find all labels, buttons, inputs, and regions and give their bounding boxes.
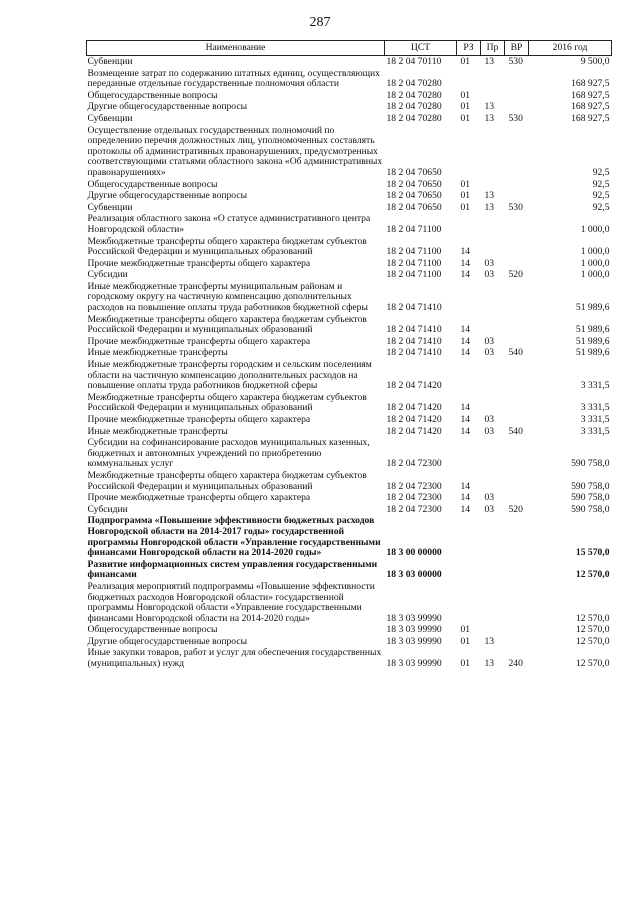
row-pr-cell: 03 [484, 269, 495, 281]
row-sum-cell: 92,5 [592, 178, 610, 190]
row-pr-cell: 13 [484, 201, 495, 213]
row-name-cell: Субвенции [87, 201, 133, 213]
row-cst-cell: 18 2 04 72300 [386, 503, 442, 515]
page-number: 287 [309, 15, 331, 30]
row-rz-cell: 14 [460, 347, 471, 359]
row-name-cell: Общегосударственные вопросы [87, 624, 218, 636]
row-vr-cell [505, 314, 529, 336]
row-vr-cell: 540 [508, 425, 523, 437]
row-cst-cell: 18 2 04 71420 [386, 414, 442, 425]
table-row [87, 437, 612, 470]
row-pr-cell [481, 581, 505, 624]
row-cst-cell: 18 3 03 00000 [386, 569, 442, 581]
row-cst-cell: 18 2 04 71420 [386, 402, 442, 414]
row-rz-cell: 14 [460, 257, 471, 269]
row-vr-cell [505, 101, 529, 113]
row-rz-cell: 14 [460, 269, 471, 281]
row-cst-cell: 18 2 04 72300 [386, 458, 442, 470]
row-rz-cell: 14 [460, 402, 471, 414]
row-pr-cell: 03 [484, 257, 495, 269]
table-row [87, 179, 612, 191]
row-rz-cell: 14 [460, 335, 471, 347]
row-vr-cell [505, 258, 529, 270]
row-pr-cell [481, 559, 505, 581]
table-row [87, 647, 612, 669]
table-row [87, 125, 612, 179]
table-row [87, 314, 612, 336]
row-vr-cell [505, 492, 529, 504]
row-rz-cell: 01 [460, 624, 471, 636]
row-vr-cell [505, 624, 529, 636]
row-vr-cell [505, 636, 529, 648]
row-name-cell: Межбюджетные трансферты общего характера бюджетам субъектов Российской Федерации и муниципальных образований [87, 469, 367, 492]
row-cst-cell: 18 2 04 70110 [386, 56, 442, 67]
row-name-cell: Иные закупки товаров, работ и услуг для обеспечения государственных (муниципальных) нужд [87, 647, 382, 670]
row-sum-cell: 1 000,0 [580, 269, 610, 281]
row-rz-cell: 14 [460, 324, 471, 336]
table-row [87, 56, 612, 68]
row-name-cell: Межбюджетные трансферты общего характера бюджетам субъектов Российской Федерации и муниципальных образований [87, 391, 367, 414]
row-rz-cell [457, 125, 481, 179]
row-vr-cell [505, 213, 529, 235]
row-sum-cell: 3 331,5 [580, 425, 610, 437]
row-cst-cell: 18 2 04 70650 [386, 201, 442, 213]
row-pr-cell [481, 179, 505, 191]
row-sum-cell: 12 570,0 [575, 612, 610, 624]
row-cst-cell: 18 2 04 71410 [386, 347, 442, 359]
row-cst-cell: 18 2 04 71100 [386, 246, 442, 258]
row-pr-cell [481, 470, 505, 492]
row-rz-cell: 01 [460, 190, 471, 202]
row-pr-cell [481, 624, 505, 636]
row-pr-cell [481, 125, 505, 179]
row-sum-cell: 168 927,5 [571, 89, 610, 101]
header-year: 2016 год [529, 41, 612, 56]
row-sum-cell: 51 989,6 [575, 347, 610, 359]
row-name-cell: Реализация мероприятий подпрограммы «Повышение эффективности бюджетных расходов Новгородской области» государственной программы Новгородской области «Управление государственными финансами Новгородской области на 2014-2020 годы» [87, 580, 375, 624]
row-sum-cell: 92,5 [592, 201, 610, 213]
row-cst-cell: 18 2 04 71410 [386, 302, 442, 314]
row-cst-cell: 18 2 04 70280 [386, 112, 442, 124]
row-cst-cell: 18 2 04 70650 [386, 166, 442, 178]
row-vr-cell [505, 559, 529, 581]
row-rz-cell: 14 [460, 503, 471, 515]
row-rz-cell: 01 [460, 658, 471, 670]
row-sum-cell: 3 331,5 [580, 414, 610, 425]
row-pr-cell [481, 90, 505, 102]
row-rz-cell: 01 [460, 112, 471, 124]
row-name-cell: Межбюджетные трансферты общего характера бюджетам субъектов Российской Федерации и муниципальных образований [87, 313, 367, 336]
row-cst-cell: 18 2 04 71410 [386, 335, 442, 347]
row-rz-cell [457, 437, 481, 470]
row-cst-cell: 18 2 04 71420 [386, 425, 442, 437]
row-rz-cell [457, 581, 481, 624]
row-cst-cell: 18 2 04 70280 [386, 78, 442, 90]
row-cst-cell: 18 3 03 99990 [386, 612, 442, 624]
row-name-cell: Иные межбюджетные трансферты [87, 425, 228, 437]
row-cst-cell: 18 2 04 72300 [386, 480, 442, 492]
row-rz-cell: 01 [460, 178, 471, 190]
row-rz-cell: 01 [460, 101, 471, 113]
row-sum-cell: 168 927,5 [571, 78, 610, 90]
row-vr-cell [505, 90, 529, 102]
row-name-cell: Реализация областного закона «О статусе административного центра Новгородской области» [87, 213, 371, 235]
row-vr-cell [505, 414, 529, 426]
row-vr-cell [505, 125, 529, 179]
row-cst-cell: 18 2 04 70650 [386, 190, 442, 202]
table-row [87, 202, 612, 214]
row-cst-cell: 18 2 04 71100 [386, 257, 442, 269]
row-name-cell: Прочие межбюджетные трансферты общего характера [87, 335, 311, 347]
row-vr-cell: 530 [508, 56, 523, 67]
row-vr-cell [505, 515, 529, 558]
table-row [87, 581, 612, 624]
row-vr-cell [505, 359, 529, 392]
row-sum-cell: 9 500,0 [580, 56, 610, 67]
table-row [87, 515, 612, 558]
row-name-cell: Другие общегосударственные вопросы [87, 101, 248, 113]
row-sum-cell: 1 000,0 [580, 246, 610, 258]
row-name-cell: Иные межбюджетные трансферты [87, 347, 228, 359]
row-sum-cell: 1 000,0 [580, 257, 610, 269]
header-cst: ЦСТ [385, 41, 457, 56]
table-row [87, 236, 612, 258]
row-name-cell: Общегосударственные вопросы [87, 89, 218, 101]
row-vr-cell [505, 336, 529, 348]
row-cst-cell: 18 2 04 70280 [386, 101, 442, 113]
row-sum-cell: 92,5 [592, 190, 610, 202]
row-sum-cell: 51 989,6 [575, 302, 610, 314]
row-name-cell: Общегосударственные вопросы [87, 178, 218, 190]
row-name-cell: Иные межбюджетные трансферты городским и сельским поселениям области на частичную компенсацию дополнительных расходов на повышение оплаты труда работников бюджетной сферы [87, 359, 372, 392]
row-vr-cell: 530 [508, 112, 523, 124]
table-row [87, 258, 612, 270]
row-sum-cell: 12 570,0 [575, 635, 610, 647]
row-pr-cell: 13 [484, 101, 495, 113]
row-pr-cell: 03 [484, 335, 495, 347]
table-row [87, 392, 612, 414]
table-row [87, 624, 612, 636]
row-pr-cell [481, 68, 505, 90]
row-name-cell: Прочие межбюджетные трансферты общего характера [87, 414, 311, 425]
row-vr-cell: 530 [508, 201, 523, 213]
row-sum-cell: 92,5 [592, 166, 610, 178]
table-row [87, 113, 612, 125]
table-row [87, 559, 612, 581]
row-rz-cell: 14 [460, 480, 471, 492]
row-sum-cell: 590 758,0 [571, 480, 610, 492]
row-rz-cell: 14 [460, 246, 471, 258]
table-row [87, 470, 612, 492]
row-cst-cell: 18 2 04 70280 [386, 89, 442, 101]
table-row [87, 336, 612, 348]
row-name-cell: Субсидии [87, 269, 128, 281]
table-body [87, 56, 612, 670]
row-cst-cell: 18 2 04 71420 [386, 380, 442, 392]
table-row [87, 414, 612, 426]
row-name-cell: Субвенции [87, 56, 133, 67]
row-vr-cell [505, 190, 529, 202]
row-rz-cell: 14 [460, 492, 471, 504]
row-vr-cell [505, 581, 529, 624]
table-row [87, 101, 612, 113]
row-cst-cell: 18 3 00 00000 [386, 547, 442, 559]
row-pr-cell: 03 [484, 414, 495, 425]
row-sum-cell: 590 758,0 [571, 503, 610, 515]
row-pr-cell [481, 314, 505, 336]
row-pr-cell [481, 213, 505, 235]
row-cst-cell: 18 3 03 99990 [386, 624, 442, 636]
row-vr-cell [505, 68, 529, 90]
row-vr-cell: 540 [508, 347, 523, 359]
row-name-cell: Межбюджетные трансферты общего характера бюджетам субъектов Российской Федерации и муниципальных образований [87, 235, 367, 258]
row-pr-cell [481, 515, 505, 558]
row-vr-cell [505, 437, 529, 470]
row-pr-cell [481, 437, 505, 470]
table-row [87, 213, 612, 235]
row-name-cell: Развитие информационных систем управления государственными финансами [87, 558, 378, 581]
row-sum-cell: 12 570,0 [575, 658, 610, 670]
row-vr-cell: 240 [508, 658, 523, 670]
table-row [87, 68, 612, 90]
table-row [87, 90, 612, 102]
row-vr-cell [505, 236, 529, 258]
row-vr-cell [505, 179, 529, 191]
row-cst-cell: 18 3 03 99990 [386, 658, 442, 670]
row-sum-cell: 168 927,5 [571, 112, 610, 124]
row-name-cell: Субсидии [87, 503, 128, 515]
row-pr-cell: 13 [484, 190, 495, 202]
row-name-cell: Прочие межбюджетные трансферты общего характера [87, 257, 311, 269]
row-pr-cell: 03 [484, 503, 495, 515]
row-cst-cell: 18 2 04 71410 [386, 324, 442, 336]
row-pr-cell [481, 392, 505, 414]
row-sum-cell: 51 989,6 [575, 324, 610, 336]
row-rz-cell [457, 515, 481, 558]
table-row [87, 504, 612, 516]
row-name-cell: Прочие межбюджетные трансферты общего характера [87, 492, 311, 504]
row-pr-cell [481, 236, 505, 258]
table-row [87, 636, 612, 648]
row-vr-cell [505, 470, 529, 492]
row-rz-cell: 01 [460, 635, 471, 647]
row-sum-cell: 590 758,0 [571, 492, 610, 504]
row-name-cell: Другие общегосударственные вопросы [87, 635, 248, 647]
table-row [87, 347, 612, 359]
table-row [87, 281, 612, 314]
row-pr-cell [481, 281, 505, 314]
row-sum-cell: 12 570,0 [575, 569, 610, 581]
row-sum-cell: 1 000,0 [580, 223, 610, 235]
table-row [87, 190, 612, 202]
row-pr-cell: 03 [484, 425, 495, 437]
row-name-cell: Возмещение затрат по содержанию штатных единиц, осуществляющих переданные отдельные государственные полномочия области [87, 67, 380, 90]
row-pr-cell: 13 [484, 112, 495, 124]
row-rz-cell: 14 [460, 414, 471, 425]
row-pr-cell: 13 [484, 658, 495, 670]
row-sum-cell: 590 758,0 [571, 458, 610, 470]
row-vr-cell [505, 392, 529, 414]
row-sum-cell: 12 570,0 [575, 624, 610, 636]
row-sum-cell: 3 331,5 [580, 402, 610, 414]
header-name: Наименование [87, 41, 385, 56]
row-cst-cell: 18 2 04 72300 [386, 492, 442, 504]
row-sum-cell: 15 570,0 [575, 547, 610, 559]
row-pr-cell: 03 [484, 347, 495, 359]
budget-table [86, 40, 612, 670]
row-rz-cell: 14 [460, 425, 471, 437]
table-row [87, 359, 612, 392]
row-sum-cell: 168 927,5 [571, 101, 610, 113]
row-rz-cell [457, 559, 481, 581]
row-sum-cell: 3 331,5 [580, 380, 610, 392]
row-pr-cell: 03 [484, 492, 495, 504]
row-rz-cell: 01 [460, 56, 471, 67]
row-name-cell: Субсидии на софинансирование расходов муниципальных казенных, бюджетных и автономных учреждений по приобретению коммунальных услуг [87, 437, 370, 470]
row-vr-cell [505, 281, 529, 314]
header-pr: Пр [481, 41, 505, 56]
row-sum-cell: 51 989,6 [575, 335, 610, 347]
row-pr-cell [481, 359, 505, 392]
row-name-cell: Подпрограмма «Повышение эффективности бюджетных расходов Новгородской области на 2014-2017 годы» государственной программы Новгородской области «Управление государственными финансами Новгородской области на 2014-2020 годы» [87, 515, 381, 559]
row-pr-cell: 13 [484, 635, 495, 647]
row-rz-cell: 01 [460, 201, 471, 213]
row-name-cell: Иные межбюджетные трансферты муниципальным районам и городскому округу на частичную компенсацию дополнительных расходов на повышение оплаты труда работников бюджетной сферы [87, 280, 368, 314]
header-rz: РЗ [457, 41, 481, 56]
row-rz-cell [457, 68, 481, 90]
row-rz-cell [457, 359, 481, 392]
header-vr: ВР [505, 41, 529, 56]
table-row [87, 269, 612, 281]
row-cst-cell: 18 3 03 99990 [386, 635, 442, 647]
row-name-cell: Субвенции [87, 112, 133, 124]
row-pr-cell: 13 [484, 56, 495, 67]
row-cst-cell: 18 2 04 70650 [386, 178, 442, 190]
table-row [87, 492, 612, 504]
row-vr-cell: 520 [508, 269, 523, 281]
row-rz-cell [457, 213, 481, 235]
row-cst-cell: 18 2 04 71100 [386, 223, 442, 235]
row-cst-cell: 18 2 04 71100 [386, 269, 442, 281]
row-name-cell: Осуществление отдельных государственных полномочий по определению перечня должностных лиц, уполномоченных составлять протоколы об административных правонарушениях, предусмотренных соответствующими статьями областного закона «Об административных правонарушениях» [87, 124, 383, 178]
row-vr-cell: 520 [508, 503, 523, 515]
table-row [87, 426, 612, 438]
row-name-cell: Другие общегосударственные вопросы [87, 190, 248, 202]
row-rz-cell: 01 [460, 89, 471, 101]
row-rz-cell [457, 281, 481, 314]
table-header [87, 41, 612, 56]
